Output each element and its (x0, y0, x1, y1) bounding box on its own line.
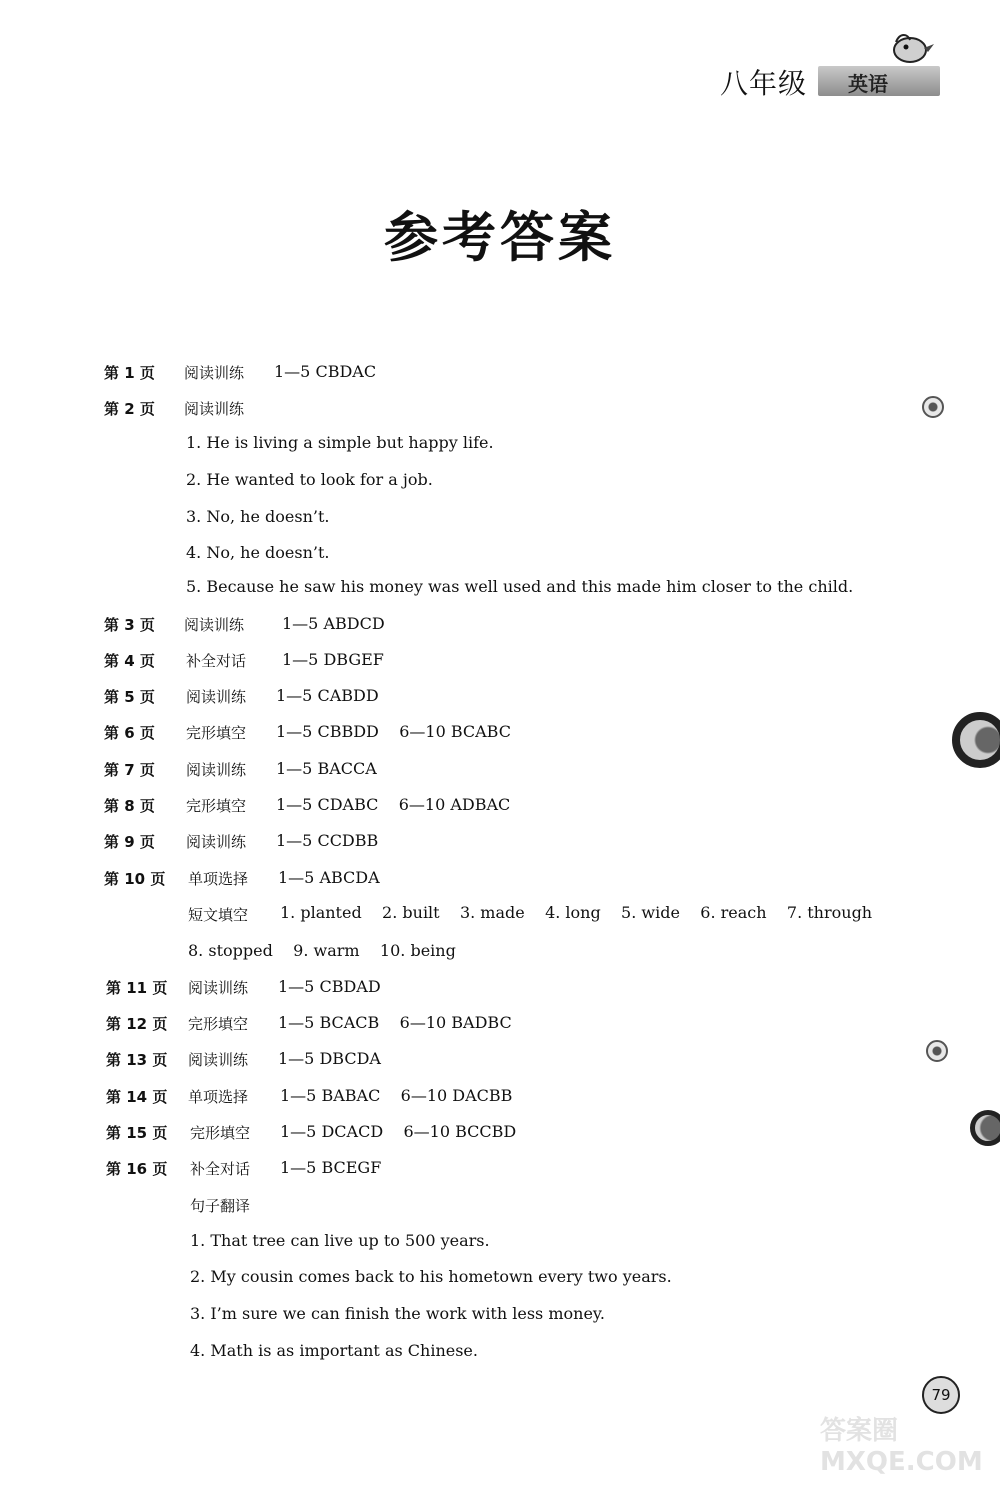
answer-text: 1—5 CCDBB (276, 831, 379, 850)
section-label: 完形填空 (186, 724, 247, 742)
page-ref: 第 13 页 (106, 1051, 168, 1069)
page-ref: 第 1 页 (104, 364, 155, 382)
answer-line: 2. He wanted to look for a job. (186, 470, 433, 489)
page-ref: 第 3 页 (104, 616, 155, 634)
page-header (720, 58, 945, 100)
answer-line: 4. No, he doesn’t. (186, 543, 330, 562)
answer-text: 1—5 CBDAD (278, 977, 381, 996)
side-bullet-icon (922, 396, 944, 418)
page-ref: 第 12 页 (106, 1015, 168, 1033)
answer-text: 1—5 DBGEF (282, 650, 384, 669)
page-ref: 第 9 页 (104, 833, 155, 851)
page-ref: 第 8 页 (104, 797, 155, 815)
answer-text: 1—5 ABDCD (282, 614, 385, 633)
page-title: 参考答案 (384, 206, 616, 269)
page-ref: 第 6 页 (104, 724, 155, 742)
answer-line: 2. My cousin comes back to his hometown every two years. (190, 1267, 672, 1286)
section-label: 阅读训练 (184, 364, 245, 382)
answer-line: 3. I’m sure we can finish the work with less money. (190, 1304, 605, 1323)
answer-text: 1—5 CDABC 6—10 ADBAC (276, 795, 511, 814)
answer-text: 1—5 BCEGF (280, 1158, 382, 1177)
section-label: 单项选择 (188, 870, 249, 888)
section-label: 阅读训练 (188, 979, 249, 997)
page-ref: 第 15 页 (106, 1124, 168, 1142)
section-label: 完形填空 (188, 1015, 249, 1033)
answer-line: 3. No, he doesn’t. (186, 507, 330, 526)
answer-line: 1. He is living a simple but happy life. (186, 433, 494, 452)
section-label: 完形填空 (190, 1124, 251, 1142)
side-ring-icon (952, 712, 1000, 768)
page-ref: 第 2 页 (104, 400, 155, 418)
section-label: 阅读训练 (186, 833, 247, 851)
answer-text: 1—5 ABCDA (278, 868, 380, 887)
section-label: 完形填空 (186, 797, 247, 815)
subject-tag (818, 66, 940, 96)
answer-line: 4. Math is as important as Chinese. (190, 1341, 478, 1360)
fill-section-label: 短文填空 (188, 906, 249, 924)
answer-text: 1—5 CABDD (276, 686, 379, 705)
answer-text: 1—5 CBDAC (274, 362, 377, 381)
answer-text: 1—5 BCACB 6—10 BADBC (278, 1013, 512, 1032)
section-label: 单项选择 (188, 1088, 249, 1106)
bird-icon (888, 28, 936, 66)
page-ref: 第 11 页 (106, 979, 168, 997)
page-ref: 第 16 页 (106, 1160, 168, 1178)
section-label: 补全对话 (186, 652, 247, 670)
page-ref: 第 14 页 (106, 1088, 168, 1106)
page-ref: 第 5 页 (104, 688, 155, 706)
fill-line: 8. stopped 9. warm 10. being (188, 941, 456, 960)
section-label: 阅读训练 (186, 761, 247, 779)
answer-text: 1—5 DCACD 6—10 BCCBD (280, 1122, 517, 1141)
subject-label: 英语 (848, 72, 888, 96)
section-label: 补全对话 (190, 1160, 251, 1178)
answer-text: 1—5 BABAC 6—10 DACBB (280, 1086, 513, 1105)
page-ref: 第 10 页 (104, 870, 166, 888)
answer-text: 1—5 CBBDD 6—10 BCABC (276, 722, 511, 741)
answer-line: 1. That tree can live up to 500 years. (190, 1231, 490, 1250)
answer-line: 5. Because he saw his money was well used and this made him closer to the child. (186, 577, 854, 596)
section-label: 阅读训练 (188, 1051, 249, 1069)
page-ref: 第 7 页 (104, 761, 155, 779)
section-label: 阅读训练 (184, 400, 245, 418)
answer-text: 1—5 DBCDA (278, 1049, 381, 1068)
watermark: 答案圈 MXQE.COM (820, 1416, 983, 1477)
section-label: 阅读训练 (184, 616, 245, 634)
page-number: 79 (922, 1376, 960, 1414)
side-ring-icon (970, 1110, 1000, 1146)
fill-line: 1. planted 2. built 3. made 4. long 5. wide 6. reach 7. through (280, 903, 873, 922)
page-ref: 第 4 页 (104, 652, 155, 670)
answer-text: 1—5 BACCA (276, 759, 377, 778)
side-bullet-icon (926, 1040, 948, 1062)
grade-label: 八年级 (720, 67, 808, 100)
section-label: 阅读训练 (186, 688, 247, 706)
translation-section-label: 句子翻译 (190, 1197, 251, 1215)
